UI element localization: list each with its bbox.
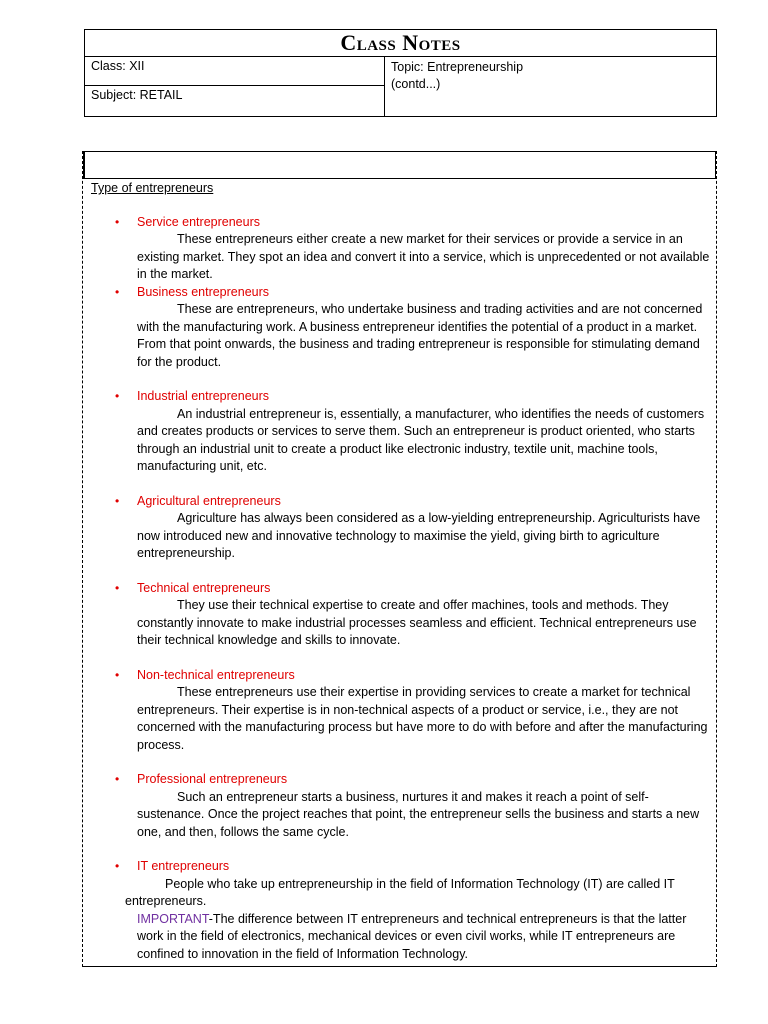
important-label: IMPORTANT [137,911,209,926]
bullet-icon: • [115,580,120,595]
item-text: They use their technical expertise to create and offer machines, tools and methods. They constantly innovate to make industrial processes seamless and efficient. Technical entrepreneurs use their technical knowledge and skills to innovate. [137,598,697,647]
topic-field [385,57,716,116]
list-item-business [91,284,710,372]
item-label: Service entrepreneurs [137,214,260,229]
item-text: Agriculture has always been considered as a low-yielding entrepreneurship. Agriculturists have now introduced new and innovative technology to maximise the yield, giving birth to agriculture entrepreneurship. [137,511,701,560]
item-label: Industrial entrepreneurs [137,389,270,403]
item-label: Agricultural entrepreneurs [137,493,281,508]
header-info [85,57,716,116]
list-item-agricultural [91,493,710,563]
header-left-column [85,57,385,116]
list-item-professional [91,771,710,841]
item-text: These entrepreneurs use their expertise in providing services to create a market for technical entrepreneurs. Their expertise is in non-technical aspects of a product or service, i.e., they are not concerned with the manufacturing process but have more to do with before and after the manufacturing process. [137,685,708,752]
bullet-icon: • [115,214,120,229]
list-item-non-technical [91,667,710,755]
list-item-industrial [91,388,710,476]
class-notes-header [84,29,717,117]
item-text: These entrepreneurs either create a new market for their services or provide a service in an existing market. They spot an idea and convert it into a service, which is unprecedented or not available in the market. [137,232,710,281]
title-row [85,30,716,57]
item-text: An industrial entrepreneur is, essentially, a manufacturer, who identifies the needs of customers and creates products or services to serve them. Such an entrepreneur is product oriented, who starts through an industrial unit to create a product like electronic industry, textile unit, machine tools, manufacturing unit, etc. [137,406,705,473]
topic-line-2: (contd...) [391,77,441,91]
item-text: These are entrepreneurs, who undertake business and trading activities and are not concerned with the manufacturing work. A business entrepreneur identifies the potential of a product in a market. From that point onwards, the business and trading entrepreneur is responsible for stimulating demand for the product. [137,302,703,369]
list-item-it [91,858,710,963]
notes-content [82,151,717,967]
bullet-icon: • [115,667,120,682]
bullet-icon: • [115,493,120,508]
item-label: Business entrepreneurs [137,284,270,299]
item-label: IT entrepreneurs [137,859,230,873]
bullet-icon: • [115,389,120,403]
content-inner [83,180,716,963]
list-item-technical [91,580,710,650]
item-label: Professional entrepreneurs [137,772,288,786]
bullet-icon: • [115,859,120,873]
bullet-icon: • [115,284,120,299]
topic-line-1: Topic: Entrepreneurship [391,60,524,74]
item-label: Non-technical entrepreneurs [137,667,295,682]
content-top-bar [83,151,716,179]
class-field: Class: XII [85,57,384,86]
item-label: Technical entrepreneurs [137,580,271,595]
bullet-icon: • [115,772,120,786]
subject-field: Subject: RETAIL [91,88,183,102]
item-text: Such an entrepreneur starts a business, nurtures it and makes it reach a point of self-sustenance. Once the project reaches that point, the entrepreneur sells the business and starts a new one, and then, follows the same cycle. [137,789,700,839]
page-title: Class Notes [340,30,461,55]
item-text: People who take up entrepreneurship in the field of Information Technology (IT) are called IT entrepreneurs. [125,876,675,908]
list-item-service [91,214,710,284]
important-text: -The difference between IT entrepreneurs and technical entrepreneurs is that the latter work in the field of electronics, mechanical devices or even civil works, while IT entrepreneurs are confined to innovation in the field of Information Technology. [137,911,687,961]
section-heading: Type of entrepreneurs [91,181,214,195]
